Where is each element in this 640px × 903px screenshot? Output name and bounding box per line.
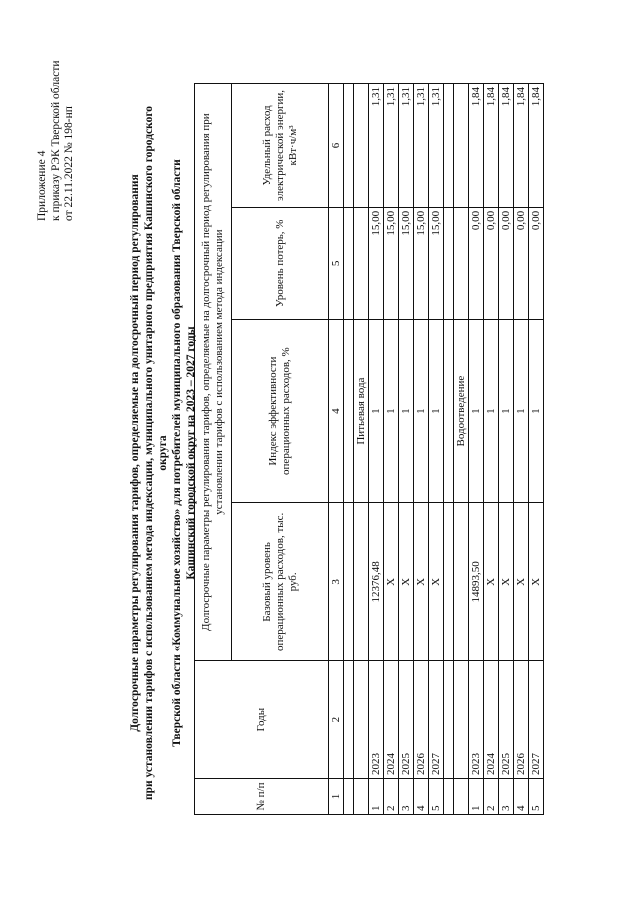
column-number: 6 [329,84,344,208]
row-number: 4 [414,779,429,815]
column-number: 2 [329,661,344,779]
row-year: 2024 [384,661,399,779]
row-base-level: Х [429,503,444,661]
row-year: 2025 [399,661,414,779]
row-loss-level: 15,00 [429,207,444,319]
row-efficiency-index: 1 [469,319,484,503]
title-line: Тверской области «Коммунальное хозяйство» для потребителей муниципального образования Тверской области [171,159,183,747]
row-efficiency-index: 1 [414,319,429,503]
row-loss-level: 15,00 [384,207,399,319]
row-loss-level: 0,00 [484,207,499,319]
spacer-cell [344,779,354,815]
row-base-level: 14893,50 [469,503,484,661]
row-year: 2023 [369,661,384,779]
row-loss-level: 0,00 [469,207,484,319]
row-year: 2024 [484,661,499,779]
row-energy-consumption: 1,84 [514,84,529,208]
row-efficiency-index: 1 [384,319,399,503]
table-row [529,84,544,815]
row-efficiency-index: 1 [529,319,544,503]
appendix-reference [36,21,77,221]
header-energy-consumption: Удельный расход электрической энергии, кВт·ч/м³ [232,84,329,208]
spacer-cell [444,84,454,208]
row-energy-consumption: 1,31 [369,84,384,208]
row-number: 3 [499,779,514,815]
row-number: 1 [369,779,384,815]
row-loss-level: 0,00 [514,207,529,319]
header-years: Годы [195,661,329,779]
table-row [414,84,429,815]
column-number: 4 [329,319,344,503]
row-energy-consumption: 1,84 [469,84,484,208]
title-line: Кашинский городской округ на 2023 – 2027 годы [185,326,197,580]
row-year: 2023 [469,661,484,779]
table-row [469,84,484,815]
table-row [514,84,529,815]
section-header-row [454,84,469,815]
spacer-row [344,84,354,815]
row-base-level: 12376,48 [369,503,384,661]
table-row [499,84,514,815]
section-number-cell [454,779,469,815]
row-energy-consumption: 1,84 [529,84,544,208]
row-efficiency-index: 1 [429,319,444,503]
row-number: 2 [484,779,499,815]
section-title: Водоотведение [454,319,469,503]
row-year: 2026 [514,661,529,779]
row-number: 1 [469,779,484,815]
spacer-cell [444,503,454,661]
spacer-cell [344,207,354,319]
row-base-level: Х [484,503,499,661]
row-efficiency-index: 1 [484,319,499,503]
table-row [429,84,444,815]
document-title [128,93,198,813]
row-year: 2025 [499,661,514,779]
header-efficiency-index: Индекс эффективности операционных расходов, % [232,319,329,503]
row-number: 5 [429,779,444,815]
row-energy-consumption: 1,31 [414,84,429,208]
section-header-row [354,84,369,815]
column-number: 5 [329,207,344,319]
column-number: 3 [329,503,344,661]
spacer-cell [444,319,454,503]
row-loss-level: 15,00 [369,207,384,319]
row-efficiency-index: 1 [514,319,529,503]
spacer-cell [344,661,354,779]
column-number: 1 [329,779,344,815]
appendix-line: к приказу РЭК Тверской области [49,60,62,221]
spacer-cell [444,779,454,815]
row-efficiency-index: 1 [399,319,414,503]
section-number-cell [354,779,369,815]
row-year: 2026 [414,661,429,779]
header-loss-level: Уровень потерь, % [232,207,329,319]
section-year-cell [454,661,469,779]
row-number: 3 [399,779,414,815]
row-base-level: Х [384,503,399,661]
row-base-level: Х [414,503,429,661]
section-energy-cell [454,84,469,208]
spacer-cell [344,319,354,503]
row-year: 2027 [429,661,444,779]
header-number: № п/п [195,779,329,815]
row-energy-consumption: 1,84 [484,84,499,208]
row-number: 2 [384,779,399,815]
row-loss-level: 0,00 [529,207,544,319]
row-efficiency-index: 1 [369,319,384,503]
section-base-cell [354,503,369,661]
row-energy-consumption: 1,31 [429,84,444,208]
spacer-cell [444,661,454,779]
row-year: 2027 [529,661,544,779]
row-energy-consumption: 1,84 [499,84,514,208]
spacer-cell [444,207,454,319]
section-loss-cell [454,207,469,319]
row-efficiency-index: 1 [499,319,514,503]
row-loss-level: 15,00 [414,207,429,319]
column-numbers-row [329,84,344,815]
row-energy-consumption: 1,31 [384,84,399,208]
header-base-level: Базовый уровень операционных расходов, тыс. руб. [232,503,329,661]
row-loss-level: 0,00 [499,207,514,319]
row-base-level: Х [399,503,414,661]
row-number: 4 [514,779,529,815]
row-energy-consumption: 1,31 [399,84,414,208]
section-year-cell [354,661,369,779]
header-group: Долгосрочные параметры регулирования тарифов, определяемые на долгосрочный период регулирования при установлении тарифов с использованием метода индексации [195,84,232,661]
row-loss-level: 15,00 [399,207,414,319]
section-energy-cell [354,84,369,208]
section-base-cell [454,503,469,661]
section-loss-cell [354,207,369,319]
title-line: при установлении тарифов с использованием метода индексации, муниципального унитарного предприятия Кашинского городского округа [143,105,169,801]
appendix-line: Приложение 4 [36,150,48,221]
table-row [399,84,414,815]
table-row [369,84,384,815]
spacer-cell [344,84,354,208]
row-number: 5 [529,779,544,815]
row-base-level: Х [529,503,544,661]
table-row [484,84,499,815]
row-base-level: Х [514,503,529,661]
section-title: Питьевая вода [354,319,369,503]
appendix-line: от 22.11.2022 № 198-нп [63,106,75,221]
table-row [384,84,399,815]
spacer-row [444,84,454,815]
row-base-level: Х [499,503,514,661]
title-line: Долгосрочные параметры регулирования тарифов, определяемые на долгосрочный период регулирования [129,174,141,732]
parameters-table [194,83,544,815]
spacer-cell [344,503,354,661]
